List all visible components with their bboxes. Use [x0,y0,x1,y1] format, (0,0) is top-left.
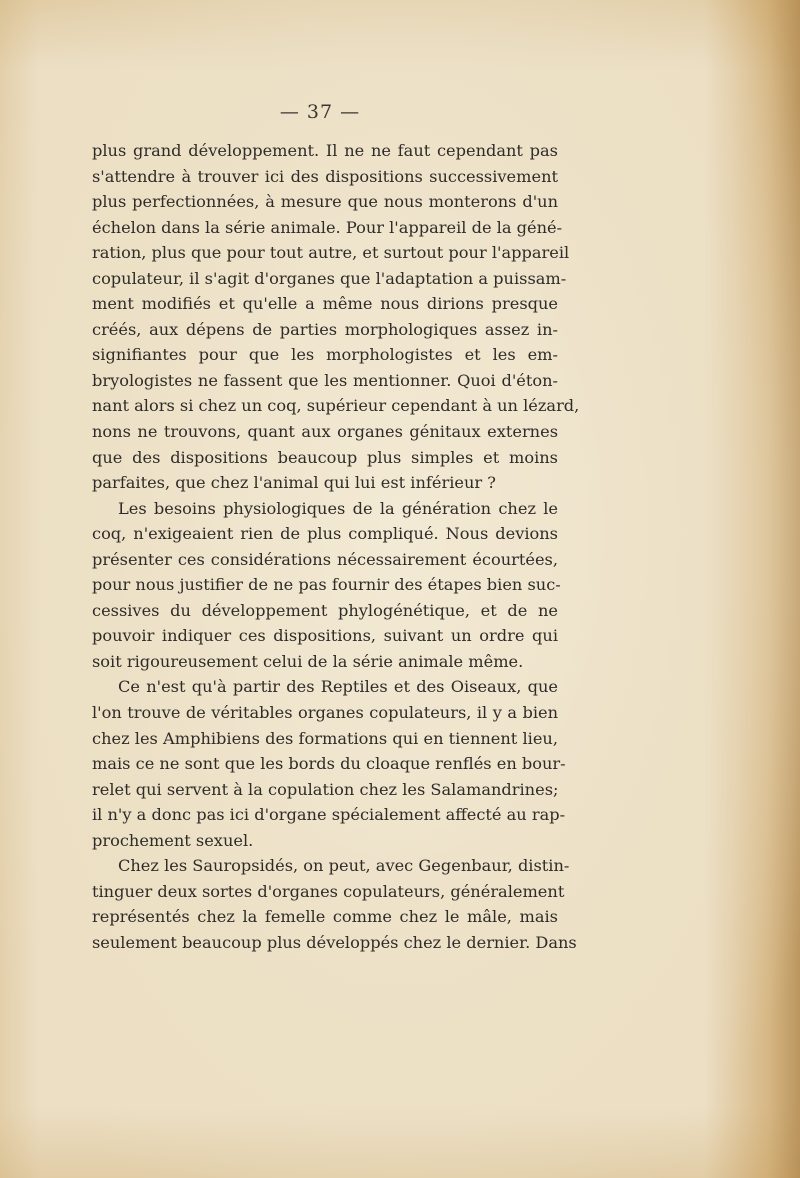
text-line: plus perfectionnées, à mesure que nous monterons d'un [92,192,558,212]
text-line: tinguer deux sortes d'organes copulateurs, généralement [92,881,565,901]
text-line: il n'y a donc pas ici d'organe spécialement affecté au rap- [92,805,566,825]
text-line: copulateur, il s'agit d'organes que l'adaptation a puissam- [92,268,567,288]
text-line: échelon dans la série animale. Pour l'appareil de la géné- [92,217,563,237]
text-line: signifiantes pour que les morphologistes et les em- [92,345,558,365]
text-line: Ce n'est qu'à partir des Reptiles et des Oiseaux, que [118,677,558,697]
text-line: créés, aux dépens de parties morphologiques assez in- [92,319,558,339]
text-line: mais ce ne sont que les bords du cloaque renflés en bour- [92,754,566,774]
text-line: seulement beaucoup plus développés chez le dernier. Dans [92,932,577,952]
text-line: soit rigoureusement celui de la série animale même. [92,651,524,671]
text-line: Chez les Sauropsidés, on peut, avec Gegenbaur, distin- [118,856,570,876]
text-line: ment modifiés et qu'elle a même nous dirions presque [92,294,558,314]
text-line: ration, plus que pour tout autre, et surtout pour l'appareil [92,243,570,263]
body-text [92,138,580,956]
text-line: cessives du développement phylogénétique, et de ne [92,600,558,620]
text-line: nons ne trouvons, quant aux organes génitaux externes [92,422,558,442]
text-line: nant alors si chez un coq, supérieur cependant à un lézard, [92,396,580,416]
text-line: chez les Amphibiens des formations qui en tiennent lieu, [92,728,558,748]
text-line: s'attendre à trouver ici des dispositions successivement [92,166,558,186]
text-line: pour nous justifier de ne pas fournir des étapes bien suc- [92,575,561,595]
text-line: que des dispositions beaucoup plus simples et moins [92,447,558,467]
page-number: — 37 — [279,101,361,123]
text-line: relet qui servent à la copulation chez les Salamandrines; [92,779,559,799]
text-line: l'on trouve de véritables organes copulateurs, il y a bien [92,703,558,723]
text-line: Les besoins physiologiques de la génération chez le [118,498,558,518]
text-line: plus grand développement. Il ne ne faut cependant pas [92,141,558,160]
text-line: présenter ces considérations nécessairement écourtées, [92,549,558,569]
paragraph [92,138,580,496]
paragraph [92,674,566,853]
text-line: prochement sexuel. [92,830,254,850]
text-line: bryologistes ne fassent que les mentionner. Quoi d'éton- [92,370,558,390]
text-line: coq, n'exigeaient rien de plus compliqué. Nous devions [92,524,558,544]
text-line: parfaites, que chez l'animal qui lui est inférieur ? [92,473,496,493]
text-line: représentés chez la femelle comme chez le mâle, mais [92,907,558,927]
paragraph [92,853,577,955]
paragraph [92,496,561,675]
text-line: pouvoir indiquer ces dispositions, suivant un ordre qui [92,626,558,646]
